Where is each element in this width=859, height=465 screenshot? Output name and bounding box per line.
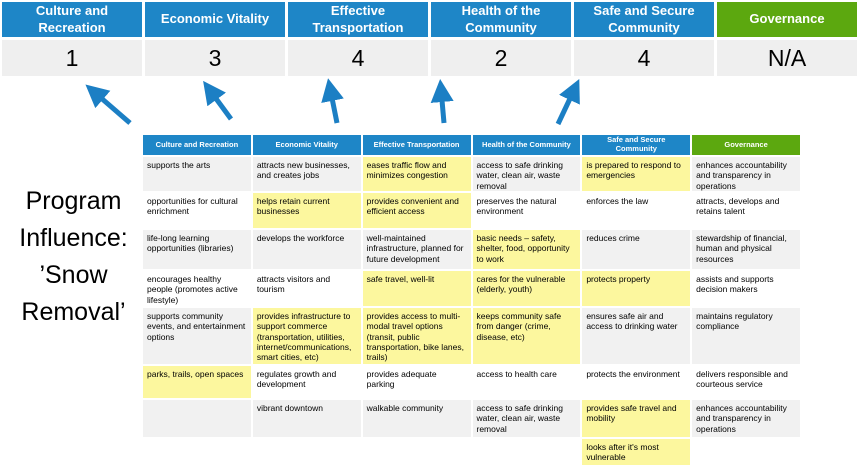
program-influence-label bbox=[0, 183, 147, 331]
matrix-cell-r3-effective-transportation: well-maintained infrastructure, planned for future development bbox=[363, 230, 471, 269]
matrix-cell-r3-safe-and-secure-community: reduces crime bbox=[582, 230, 690, 269]
matrix-cell-r3-economic-vitality: develops the workforce bbox=[253, 230, 361, 269]
matrix-cell-r8-governance bbox=[692, 439, 800, 465]
matrix-cell-r2-culture-and-recreation: opportunities for cultural enrichment bbox=[143, 193, 251, 228]
program-influence-line: Removal’ bbox=[21, 298, 126, 326]
priority-score-culture-and-recreation: 1 bbox=[2, 40, 142, 76]
matrix-cell-r6-health-of-the-community: access to health care bbox=[473, 366, 581, 398]
program-influence-line: Program bbox=[25, 187, 122, 215]
matrix-cell-r2-governance: attracts, develops and retains talent bbox=[692, 193, 800, 228]
matrix-cell-r5-economic-vitality: provides infrastructure to support commerce (transportation, utilities, internet/communications, smart cities, etc) bbox=[253, 308, 361, 364]
matrix-cell-r3-health-of-the-community: basic needs – safety, shelter, food, opportunity to work bbox=[473, 230, 581, 269]
matrix-cell-r3-governance: stewardship of financial, human and physical resources bbox=[692, 230, 800, 269]
matrix-header-health-of-the-community: Health of the Community bbox=[473, 135, 581, 155]
priority-score-governance: N/A bbox=[717, 40, 857, 76]
matrix-header-governance: Governance bbox=[692, 135, 800, 155]
matrix-cell-r7-governance: enhances accountability and transparency in operations bbox=[692, 400, 800, 437]
matrix-cell-r8-culture-and-recreation bbox=[143, 439, 251, 465]
matrix-cell-r4-economic-vitality: attracts visitors and tourism bbox=[253, 271, 361, 306]
matrix-cell-r6-effective-transportation: provides adequate parking bbox=[363, 366, 471, 398]
influence-matrix-table bbox=[143, 135, 800, 465]
priority-score-table bbox=[2, 2, 857, 76]
matrix-cell-r1-health-of-the-community: access to safe drinking water, clean air, waste removal bbox=[473, 157, 581, 191]
matrix-cell-r5-culture-and-recreation: supports community events, and entertainment options bbox=[143, 308, 251, 364]
priority-header-governance: Governance bbox=[717, 2, 857, 37]
matrix-cell-r1-effective-transportation: eases traffic flow and minimizes congestion bbox=[363, 157, 471, 191]
matrix-cell-r1-culture-and-recreation: supports the arts bbox=[143, 157, 251, 191]
matrix-cell-r7-health-of-the-community: access to safe drinking water, clean air, waste removal bbox=[473, 400, 581, 437]
matrix-cell-r5-health-of-the-community: keeps community safe from danger (crime, disease, etc) bbox=[473, 308, 581, 364]
priority-score-health-of-the-community: 2 bbox=[431, 40, 571, 76]
matrix-cell-r2-health-of-the-community: preserves the natural environment bbox=[473, 193, 581, 228]
matrix-cell-r1-safe-and-secure-community: is prepared to respond to emergencies bbox=[582, 157, 690, 191]
matrix-cell-r8-effective-transportation bbox=[363, 439, 471, 465]
priority-score-safe-and-secure-community: 4 bbox=[574, 40, 714, 76]
matrix-cell-r1-governance: enhances accountability and transparency in operations bbox=[692, 157, 800, 191]
matrix-cell-r6-culture-and-recreation: parks, trails, open spaces bbox=[143, 366, 251, 398]
matrix-cell-r4-governance: assists and supports decision makers bbox=[692, 271, 800, 306]
priority-score-economic-vitality: 3 bbox=[145, 40, 285, 76]
matrix-cell-r6-economic-vitality: regulates growth and development bbox=[253, 366, 361, 398]
matrix-header-safe-and-secure-community: Safe and Secure Community bbox=[582, 135, 690, 155]
matrix-cell-r4-safe-and-secure-community: protects property bbox=[582, 271, 690, 306]
program-influence-line: Influence: bbox=[19, 224, 128, 252]
matrix-cell-r8-safe-and-secure-community: looks after it's most vulnerable bbox=[582, 439, 690, 465]
priority-header-culture-and-recreation: Culture and Recreation bbox=[2, 2, 142, 37]
matrix-header-culture-and-recreation: Culture and Recreation bbox=[143, 135, 251, 155]
up-arrow-icon bbox=[93, 91, 130, 123]
matrix-cell-r4-culture-and-recreation: encourages healthy people (promotes active lifestyle) bbox=[143, 271, 251, 306]
up-arrow-icon bbox=[330, 88, 337, 123]
matrix-cell-r2-safe-and-secure-community: enforces the law bbox=[582, 193, 690, 228]
matrix-cell-r5-effective-transportation: provides access to multi-modal travel options (transit, public transportation, bike lanes, trails) bbox=[363, 308, 471, 364]
priority-header-safe-and-secure-community: Safe and Secure Community bbox=[574, 2, 714, 37]
priority-header-economic-vitality: Economic Vitality bbox=[145, 2, 285, 37]
matrix-cell-r7-safe-and-secure-community: provides safe travel and mobility bbox=[582, 400, 690, 437]
up-arrow-icon bbox=[441, 89, 444, 123]
matrix-cell-r8-economic-vitality bbox=[253, 439, 361, 465]
up-arrow-icon bbox=[209, 89, 231, 119]
score-arrows bbox=[0, 78, 859, 130]
matrix-cell-r7-culture-and-recreation bbox=[143, 400, 251, 437]
matrix-cell-r2-economic-vitality: helps retain current businesses bbox=[253, 193, 361, 228]
matrix-header-economic-vitality: Economic Vitality bbox=[253, 135, 361, 155]
matrix-cell-r5-governance: maintains regulatory compliance bbox=[692, 308, 800, 364]
matrix-cell-r1-economic-vitality: attracts new businesses, and creates jobs bbox=[253, 157, 361, 191]
matrix-cell-r6-safe-and-secure-community: protects the environment bbox=[582, 366, 690, 398]
matrix-cell-r5-safe-and-secure-community: ensures safe air and access to drinking water bbox=[582, 308, 690, 364]
priority-score-effective-transportation: 4 bbox=[288, 40, 428, 76]
program-influence-line: ’Snow bbox=[39, 261, 108, 289]
matrix-header-effective-transportation: Effective Transportation bbox=[363, 135, 471, 155]
matrix-cell-r6-governance: delivers responsible and courteous service bbox=[692, 366, 800, 398]
up-arrow-icon bbox=[558, 88, 575, 124]
priority-header-health-of-the-community: Health of the Community bbox=[431, 2, 571, 37]
matrix-cell-r7-effective-transportation: walkable community bbox=[363, 400, 471, 437]
matrix-cell-r3-culture-and-recreation: life-long learning opportunities (libraries) bbox=[143, 230, 251, 269]
priority-header-effective-transportation: Effective Transportation bbox=[288, 2, 428, 37]
matrix-cell-r4-effective-transportation: safe travel, well-lit bbox=[363, 271, 471, 306]
matrix-cell-r4-health-of-the-community: cares for the vulnerable (elderly, youth) bbox=[473, 271, 581, 306]
matrix-cell-r8-health-of-the-community bbox=[473, 439, 581, 465]
matrix-cell-r2-effective-transportation: provides convenient and efficient access bbox=[363, 193, 471, 228]
matrix-cell-r7-economic-vitality: vibrant downtown bbox=[253, 400, 361, 437]
